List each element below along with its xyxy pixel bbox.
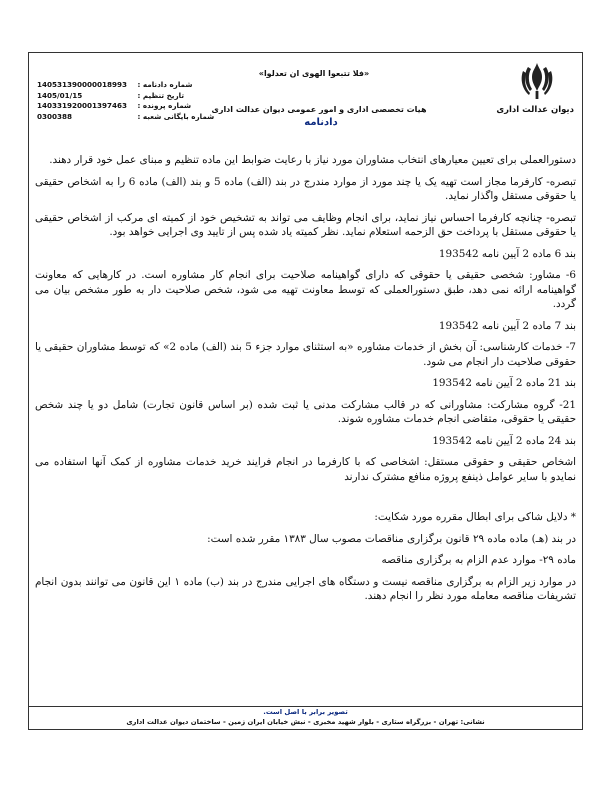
paragraph: 7- خدمات کارشناسی: آن بخش از خدمات مشاوره «به استثنای موارد جزء 5 بند (الف) ماده 2» که توسط مشاوران حقیقی یا حقوقی صلاحیت دار انجام می شود.: [35, 341, 577, 368]
meta-label: تاریخ تنظیم :: [137, 90, 185, 100]
meta-row: [37, 91, 247, 102]
document-page: [28, 52, 583, 730]
paragraph: * دلایل شاکی برای ابطال مقرره مورد شکایت:: [374, 511, 576, 523]
document-header: [29, 53, 582, 151]
regulation-reference: بند 21 ماده 2 آیین نامه 193542: [432, 377, 576, 389]
meta-value: 140331920001397463: [37, 101, 128, 110]
document-body: [35, 153, 576, 611]
certified-copy-note: تصویر برابر با اصل است.: [263, 708, 348, 716]
meta-label: شماره بایگانی شعبه :: [137, 111, 215, 121]
document-title: دادنامه: [304, 117, 338, 128]
meta-label: شماره دادنامه :: [137, 80, 193, 89]
meta-value: 140531390000018993: [37, 80, 128, 89]
header-verse: «فلا تتبعوا الهوی ان تعدلوا»: [258, 69, 370, 78]
iran-emblem-icon: [520, 61, 554, 101]
meta-label: شماره پرونده :: [137, 101, 192, 110]
paragraph: در موارد زیر الزام به برگزاری مناقصه نیست و دستگاه های اجرایی مندرج در بند (ب) ماده ۱ این قانون می توانند بدون انجام تشریفات مناقصه معامله مورد نظر را انجام دهند.: [35, 575, 576, 602]
meta-row: [37, 80, 247, 91]
meta-value: 1405/01/15: [37, 90, 83, 100]
regulation-reference: بند 7 ماده 2 آیین نامه 193542: [438, 319, 576, 332]
court-address: نشانی: تهران - بزرگراه ستاری - بلوار شهید مخبری - نبش خیابان ایران زمین - ساختمان دیوان عدالت اداری: [126, 718, 485, 726]
paragraph: اشخاص حقیقی و حقوقی مستقل: اشخاصی که با کارفرما در انجام فرایند خرید خدمات مشاوره از کمک آنها استفاده می نمایدو با سایر عوامل ذینفع پروژه منافع مشترک ندارند: [35, 456, 576, 483]
meta-row: [37, 112, 247, 123]
paragraph: ماده ۲۹- موارد عدم الزام به برگزاری مناقصه: [381, 554, 576, 566]
paragraph: تبصره- چنانچه کارفرما احساس نیاز نماید، برای انجام وظایف می تواند به تشخیص خود از کمیته ای مرکب از اشخاص حقیقی یا حقوقی مستقل با پرداخت حق الزحمه استعلام نماید. نظر کمیته یاد شده پس از تایید وی اجرایی خواهد بود.: [35, 211, 576, 238]
regulation-reference: بند 24 ماده 2 آیین نامه 193542: [432, 434, 576, 447]
paragraph: تبصره- کارفرما مجاز است تهیه یک یا چند مورد از موارد مندرج در بند (الف) ماده 5 و بند (الف) ماده 6 را به اشخاص حقیقی یا حقوقی مستقل واگذار نماید.: [35, 175, 577, 202]
spacer: [35, 491, 576, 503]
court-name: دیوان عدالت اداری: [496, 105, 574, 115]
paragraph: دستورالعملی برای تعیین معیارهای انتخاب مشاوران مورد نیاز با رعایت ضوابط این ماده تنظیم و مبنای عمل خود قرار دهند.: [49, 154, 576, 166]
meta-row: [37, 101, 247, 112]
paragraph: 6- مشاور: شخصی حقیقی یا حقوقی که دارای گواهینامه صلاحیت برای انجام کار مشاوره است. در کارهایی که معاونت گواهینامه ارائه نمی دهد، طبق دستورالعملی که توسط معاونت تهیه می شود، شخص صلاحیت دار به طور مشخص بیان می گردد.: [35, 269, 576, 310]
meta-value: 0300388: [37, 111, 73, 121]
document-footer: [29, 706, 582, 729]
board-name: هیات تخصصی اداری و امور عمومی دیوان عدالت اداری: [211, 105, 427, 114]
document-metadata: [37, 80, 247, 122]
paragraph: 21- گروه مشارکت: مشاورانی که در قالب مشارکت مدنی یا ثبت شده (بر اساس قانون تجارت) شامل دو یا چند شخص حقیقی یا حقوقی، متقاضی انجام خدمات مشاوره شوند.: [35, 398, 576, 425]
regulation-reference: بند 6 ماده 2 آیین نامه 193542: [438, 247, 576, 260]
paragraph: در بند (هـ) ماده ماده ۲۹ قانون برگزاری مناقصات مصوب سال ۱۳۸۳ مقرر شده است:: [207, 532, 576, 545]
